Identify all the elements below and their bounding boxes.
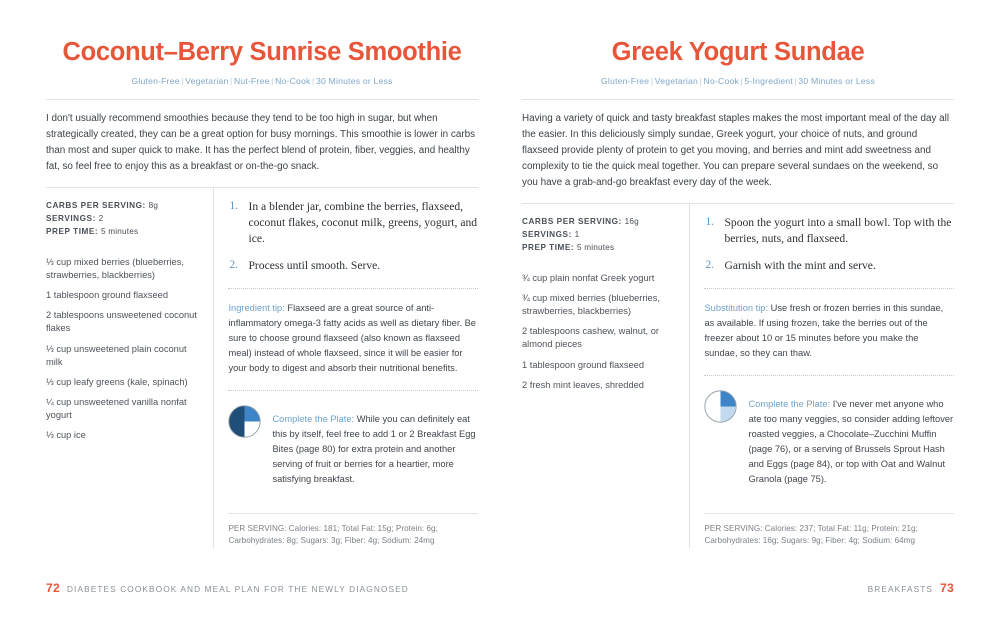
divider [704,375,954,376]
meta-label: SERVINGS: [522,230,572,240]
meta-servings [46,212,201,225]
list-item: 1 tablespoon ground flaxseed [46,289,168,300]
page-title: Coconut–Berry Sunrise Smoothie [62,38,462,66]
list-item: 1 tablespoon ground flaxseed [522,359,644,370]
list-item: Garnish with the mint and serve. [724,258,876,272]
tag-separator: | [794,75,797,86]
tip-text: Use fresh or frozen berries in this sundae, as available. If using frozen, take the berries out of the freezer about 10 or 15 minutes before you make the sundae, so they can thaw. [704,302,944,358]
nutrition-info: PER SERVING: Calories: 237; Total Fat: 11g; Protein: 21g; Carbohydrates: 16g; Sugars: 9g; Fiber: 4g; Sodium: 64mg [704,523,918,546]
meta-value: 2 [98,214,104,224]
meta-prep-time [522,241,677,254]
page-number: 73 [940,581,954,595]
plate-pie-icon [228,405,261,443]
footer-left [46,581,409,595]
tag: Nut-Free [233,75,270,86]
meta-carbs [522,215,677,228]
meta-carbs [46,199,201,212]
tag: Gluten-Free [601,75,650,86]
list-item: ¾ cup mixed berries (blueberries, strawberries, blackberries) [522,292,660,316]
complete-the-plate [704,388,954,497]
tag: Vegetarian [185,75,229,86]
meta-label: CARBS PER SERVING: [46,200,146,210]
list-item: Process until smooth. Serve. [248,258,381,272]
tag-separator: | [740,75,743,86]
list-item: 2 tablespoons cashew, walnut, or almond pieces [522,326,659,350]
recipe-body [522,203,954,548]
meta-label: PREP TIME: [46,227,99,237]
divider [704,513,954,514]
meta-value: 5 minutes [101,227,139,237]
list-item: ⅓ cup ice [46,430,86,441]
list-item: ⅓ cup mixed berries (blueberries, strawberries, blackberries) [46,256,184,280]
tip-text: Flaxseed are a great source of anti-inflammatory omega-3 fatty acids as well as dietary fiber. Be sure to choose ground flaxseed (also known as flaxseed meal) instead of whole flaxseed, since it will be easier for your body to digest and absorb their nutritional benefits. [228,302,476,373]
list-item: ⅓ cup unsweetened plain coconut milk [46,343,187,367]
tag: No-Cook [703,75,739,86]
tag-separator: | [181,75,184,86]
list-item: Spoon the yogurt into a small bowl. Top with the berries, nuts, and flaxseed. [724,215,952,245]
ingredient-list [46,256,201,443]
page-title: Greek Yogurt Sundae [611,38,865,66]
divider [228,513,478,514]
tag: 5-Ingredient [744,75,793,86]
tag: Gluten-Free [131,75,180,86]
plate-pie-icon [704,390,737,428]
tag: 30 Minutes or Less [798,75,875,86]
list-item: ¾ cup plain nonfat Greek yogurt [522,272,655,283]
tip-label: Ingredient tip: [228,302,285,313]
meta-label: PREP TIME: [522,243,575,253]
recipe-tags [46,76,478,86]
meta-value: 16g [624,216,639,226]
complete-the-plate [228,403,478,497]
directions-column [214,188,478,548]
tag-separator: | [271,75,274,86]
plate-body: While you can definitely eat this by itself, feel free to add 1 or 2 Breakfast Egg Bites (page 80) for extra protein and another serving of fruit or berries for a heartier, more satisfying breakfast. [272,414,476,485]
plate-body: I've never met anyone who ate too many veggies, so consider adding leftover roasted veggies, a Chocolate–Zucchini Muffin (page 76), or a serving of Brussels Sprout Hash and Eggs (page 84), or top with Oat and Walnut Granola (page 75). [748,399,954,485]
list-item: 2 tablespoons unsweetened coconut flakes [46,310,197,334]
meta-value: 8g [148,200,159,210]
section-title: BREAKFASTS [867,583,934,594]
tip-label: Substitution tip: [704,302,769,313]
tag-separator: | [650,75,654,86]
meta-label: SERVINGS: [46,214,96,224]
recipe-tags [522,76,954,86]
tag-separator: | [229,75,233,86]
book-title: DIABETES COOKBOOK AND MEAL PLAN FOR THE NEWLY DIAGNOSED [66,583,409,594]
tag: Vegetarian [654,75,699,86]
list-item: ⅓ cup leafy greens (kale, spinach) [46,376,188,387]
tip-label: Complete the Plate: [272,414,355,425]
tag-separator: | [312,75,315,86]
footer-right [868,581,954,595]
page-number: 72 [46,581,60,595]
tip-label: Complete the Plate: [748,399,831,410]
directions-list [228,199,478,274]
directions-column [690,204,954,548]
recipe-intro: Having a variety of quick and tasty breakfast staples makes the most important meal of the day all the easier. In this deliciously simply sundae, Greek yogurt, your choice of nuts, and ground flaxseed provide plenty of protein to get you moving, and berries and mint add sweetness and complexity to tie the quick meal together. You can prepare several sundaes on the weekend, so you have a grab-and-go breakfast every day of the week. [522,112,950,188]
meta-value: 5 minutes [577,243,615,253]
recipe-body [46,187,478,548]
divider [704,288,954,289]
tag: 30 Minutes or Less [315,75,393,86]
list-item: In a blender jar, combine the berries, flaxseed, coconut flakes, coconut milk, greens, yogurt, and ice. [248,199,478,245]
meta-value: 1 [574,230,580,240]
tag-separator: | [699,75,703,86]
list-item: ¼ cup unsweetened vanilla nonfat yogurt [46,397,187,421]
tag: No-Cook [275,75,311,86]
ingredients-column [522,204,690,548]
ingredients-column [46,188,214,548]
plate-text [272,412,478,487]
divider [228,288,478,289]
list-item: 2 fresh mint leaves, shredded [522,379,644,390]
meta-prep-time [46,225,201,238]
meta-servings [522,228,677,241]
recipe-intro: I don't usually recommend smoothies because they tend to be too high in sugar, but when strategically created, they can be a great option for busy mornings. This smoothie is lower in carbs than most and super quick to make. It has the perfect blend of protein, fiber, veggies, and healthy fat, so feel free to enjoy this as a breakfast or on-the-go snack. [46,112,476,172]
ingredient-tip [228,301,478,376]
substitution-tip [704,301,954,361]
ingredient-list [522,272,677,392]
divider [46,99,478,100]
divider [522,99,954,100]
nutrition-info: PER SERVING: Calories: 181; Total Fat: 15g; Protein: 6g; Carbohydrates: 8g; Sugars: 3g; Fiber: 4g; Sodium: 24mg [228,523,438,546]
right-page [500,0,1000,617]
meta-label: CARBS PER SERVING: [522,216,622,226]
plate-text [748,397,954,487]
divider [228,390,478,391]
directions-list [704,215,954,274]
